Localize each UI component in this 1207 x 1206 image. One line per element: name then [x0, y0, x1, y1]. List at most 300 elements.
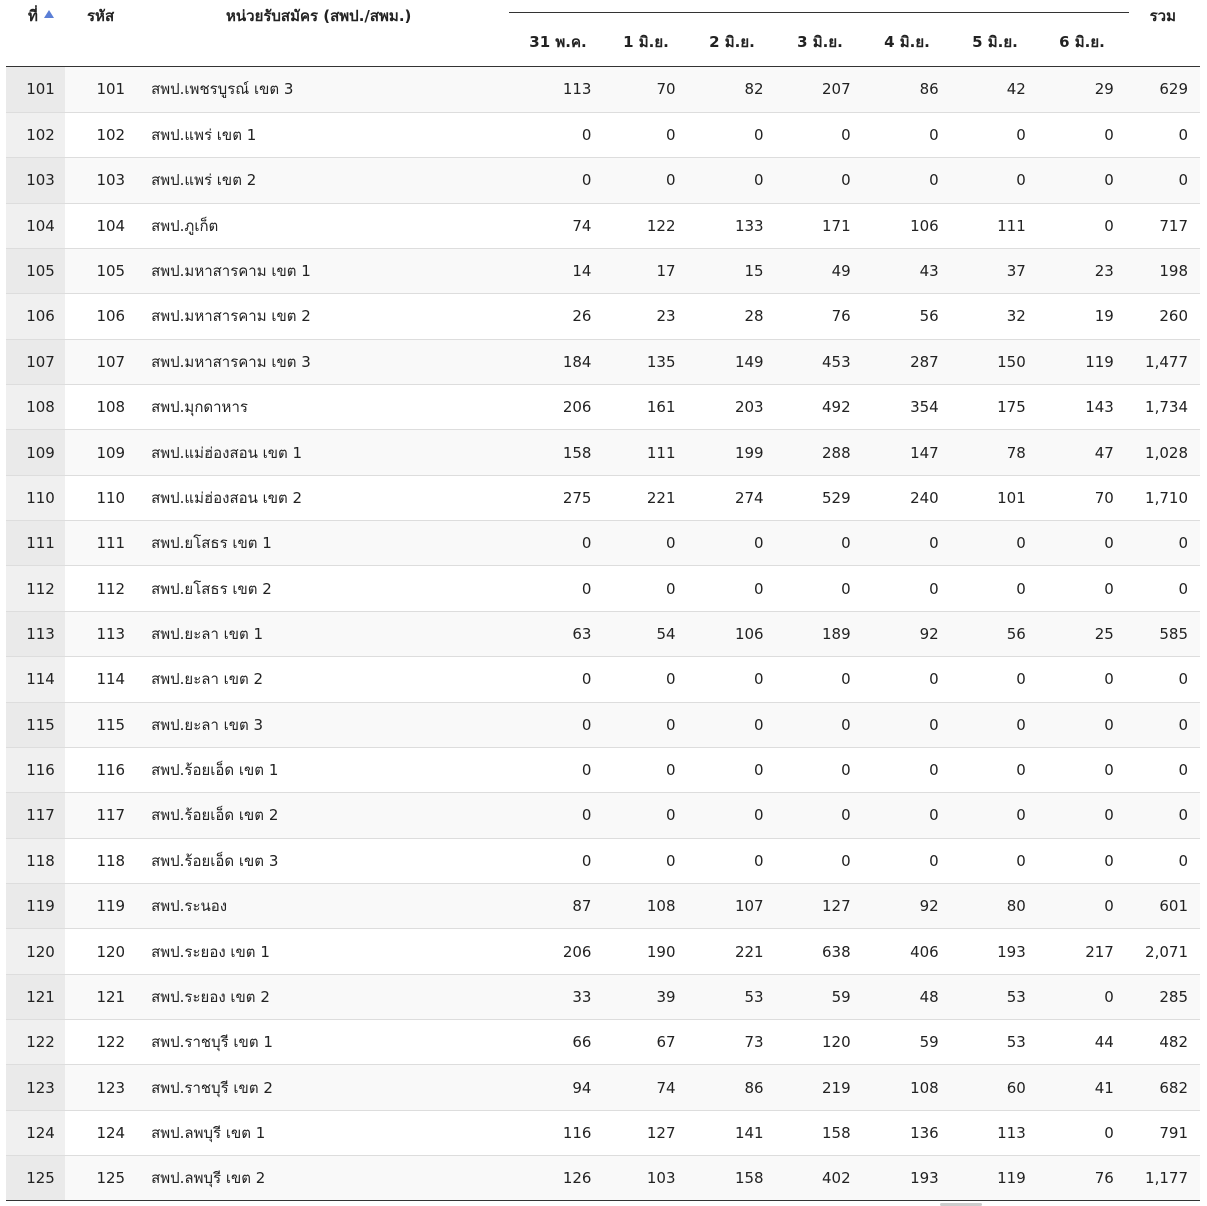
- unit-name-cell: สพป.ระยอง เขต 2: [151, 987, 270, 1006]
- daily-count-cell: 122: [646, 216, 676, 235]
- daily-count-cell: 107: [734, 897, 764, 916]
- daily-count-cell: 56: [1006, 624, 1026, 643]
- unit-code-cell: 118: [96, 851, 126, 870]
- daily-count-cell: 0: [1104, 761, 1114, 780]
- daily-count-cell: 184: [562, 352, 592, 371]
- daily-count-cell: 59: [831, 987, 851, 1006]
- unit-code-cell: 108: [96, 398, 126, 417]
- daily-count-cell: 0: [581, 171, 592, 190]
- daily-count-cell: 0: [1016, 806, 1026, 825]
- row-number-cell: 118: [6, 838, 65, 883]
- daily-count-cell: 0: [665, 534, 676, 553]
- row-number-cell: 114: [6, 657, 65, 702]
- daily-count-cell: 111: [997, 216, 1026, 235]
- unit-code-cell: 119: [96, 897, 126, 916]
- daily-count-cell: 175: [997, 398, 1026, 417]
- total-count-cell: 682: [1159, 1078, 1188, 1097]
- row-number-cell: 122: [6, 1020, 65, 1065]
- daily-count-cell: 207: [822, 80, 851, 99]
- total-count-cell: 285: [1159, 987, 1188, 1006]
- daily-count-cell: 76: [1094, 1169, 1114, 1188]
- daily-count-cell: 136: [910, 1123, 939, 1142]
- daily-count-cell: 0: [581, 126, 592, 145]
- total-count-cell: 260: [1159, 307, 1188, 326]
- daily-count-cell: 0: [841, 126, 851, 145]
- daily-count-cell: 0: [754, 579, 764, 598]
- daily-count-cell: 0: [754, 851, 764, 870]
- row-number-cell: 108: [6, 385, 65, 430]
- total-count-cell: 1,177: [1145, 1169, 1188, 1188]
- daily-count-cell: 453: [822, 352, 851, 371]
- total-count-cell: 0: [1178, 670, 1188, 689]
- daily-count-cell: 0: [929, 851, 939, 870]
- daily-count-cell: 0: [1104, 1123, 1114, 1142]
- row-number-cell: 112: [6, 566, 65, 611]
- total-count-cell: 717: [1159, 216, 1188, 235]
- daily-count-cell: 127: [646, 1123, 676, 1142]
- daily-count-cell: 158: [734, 1169, 764, 1188]
- daily-count-cell: 135: [646, 352, 676, 371]
- daily-count-cell: 190: [646, 942, 676, 961]
- daily-count-cell: 0: [929, 670, 939, 689]
- daily-count-cell: 0: [1016, 761, 1026, 780]
- daily-count-cell: 0: [1016, 715, 1026, 734]
- unit-name-cell: สพป.ลพบุรี เขต 2: [151, 1169, 266, 1188]
- daily-count-cell: 33: [572, 987, 592, 1006]
- unit-name-cell: สพป.ลพบุรี เขต 1: [151, 1123, 266, 1142]
- total-count-cell: 0: [1178, 126, 1188, 145]
- daily-count-cell: 206: [562, 398, 592, 417]
- daily-count-cell: 116: [562, 1123, 592, 1142]
- daily-count-cell: 0: [754, 126, 764, 145]
- column-header-unit[interactable]: หน่วยรับสมัคร (สพป./สพม.): [226, 7, 412, 25]
- column-header-date[interactable]: 4 มิ.ย.: [884, 33, 930, 51]
- row-number-cell: 120: [6, 929, 65, 974]
- unit-code-cell: 120: [96, 942, 126, 961]
- daily-count-cell: 0: [581, 851, 592, 870]
- unit-code-cell: 125: [96, 1169, 126, 1188]
- daily-count-cell: 133: [734, 216, 764, 235]
- unit-name-cell: สพป.แพร่ เขต 1: [151, 126, 257, 145]
- daily-count-cell: 0: [1016, 171, 1026, 190]
- unit-name-cell: สพป.ยโสธร เขต 2: [151, 579, 272, 598]
- daily-count-cell: 274: [734, 488, 764, 507]
- unit-name-cell: สพป.แพร่ เขต 2: [151, 171, 257, 190]
- daily-count-cell: 28: [744, 307, 764, 326]
- daily-count-cell: 54: [656, 624, 676, 643]
- daily-count-cell: 0: [665, 579, 676, 598]
- table-row: [6, 566, 1200, 611]
- unit-code-cell: 123: [96, 1078, 126, 1097]
- daily-count-cell: 82: [744, 80, 764, 99]
- column-header-date[interactable]: 2 มิ.ย.: [709, 33, 755, 51]
- daily-count-cell: 161: [646, 398, 676, 417]
- daily-count-cell: 0: [665, 715, 676, 734]
- daily-count-cell: 199: [734, 443, 764, 462]
- unit-name-cell: สพป.ยะลา เขต 2: [151, 670, 264, 689]
- daily-count-cell: 0: [1104, 126, 1114, 145]
- daily-count-cell: 39: [656, 987, 676, 1006]
- unit-name-cell: สพป.มหาสารคาม เขต 3: [151, 352, 311, 371]
- unit-code-cell: 112: [96, 579, 126, 598]
- total-count-cell: 0: [1178, 851, 1188, 870]
- daily-count-cell: 158: [562, 443, 592, 462]
- daily-count-cell: 0: [841, 670, 851, 689]
- daily-count-cell: 108: [646, 897, 676, 916]
- daily-count-cell: 43: [919, 262, 939, 281]
- daily-count-cell: 0: [1104, 806, 1114, 825]
- row-number-cell: 115: [6, 702, 65, 747]
- daily-count-cell: 47: [1094, 443, 1114, 462]
- daily-count-cell: 0: [1104, 851, 1114, 870]
- daily-count-cell: 193: [910, 1169, 939, 1188]
- daily-count-cell: 60: [1006, 1078, 1026, 1097]
- total-count-cell: 791: [1159, 1123, 1188, 1142]
- row-number-cell: 121: [6, 974, 65, 1019]
- daily-count-cell: 48: [919, 987, 939, 1006]
- daily-count-cell: 288: [822, 443, 851, 462]
- row-number-cell: 116: [6, 747, 65, 792]
- table-row: [6, 1020, 1200, 1065]
- table-header: [6, 0, 1200, 67]
- daily-count-cell: 0: [665, 806, 676, 825]
- daily-count-cell: 74: [572, 216, 592, 235]
- daily-count-cell: 221: [734, 942, 764, 961]
- total-count-cell: 482: [1159, 1033, 1188, 1052]
- daily-count-cell: 0: [665, 851, 676, 870]
- total-count-cell: 1,734: [1145, 398, 1188, 417]
- daily-count-cell: 37: [1006, 262, 1026, 281]
- daily-count-cell: 0: [754, 761, 764, 780]
- daily-count-cell: 86: [919, 80, 939, 99]
- daily-count-cell: 53: [1006, 1033, 1026, 1052]
- registration-table: [6, 67, 1200, 1201]
- daily-count-cell: 0: [1016, 534, 1026, 553]
- total-count-cell: 0: [1178, 806, 1188, 825]
- daily-count-cell: 94: [572, 1078, 592, 1097]
- daily-count-cell: 0: [1104, 670, 1114, 689]
- daily-count-cell: 119: [1085, 352, 1114, 371]
- daily-count-cell: 17: [656, 262, 676, 281]
- daily-count-cell: 23: [1094, 262, 1114, 281]
- unit-code-cell: 111: [96, 534, 126, 553]
- total-count-cell: 198: [1159, 262, 1188, 281]
- row-number-cell: 119: [6, 883, 65, 928]
- unit-name-cell: สพป.ระนอง: [151, 897, 228, 916]
- daily-count-cell: 0: [1016, 579, 1026, 598]
- daily-count-cell: 74: [656, 1078, 676, 1097]
- unit-code-cell: 113: [96, 624, 126, 643]
- daily-count-cell: 492: [822, 398, 851, 417]
- daily-count-cell: 126: [562, 1169, 592, 1188]
- daily-count-cell: 49: [831, 262, 851, 281]
- daily-count-cell: 0: [754, 534, 764, 553]
- daily-count-cell: 0: [929, 579, 939, 598]
- total-count-cell: 0: [1178, 715, 1188, 734]
- daily-count-cell: 0: [929, 171, 939, 190]
- table-row: [6, 1065, 1200, 1110]
- unit-name-cell: สพป.ราชบุรี เขต 1: [151, 1033, 273, 1052]
- daily-count-cell: 147: [910, 443, 939, 462]
- daily-count-cell: 0: [1104, 579, 1114, 598]
- daily-count-cell: 120: [822, 1033, 851, 1052]
- daily-count-cell: 32: [1006, 307, 1026, 326]
- unit-code-cell: 106: [96, 307, 126, 326]
- table-row: [6, 67, 1200, 112]
- unit-name-cell: สพป.มหาสารคาม เขต 1: [151, 262, 311, 281]
- sort-ascending-icon[interactable]: [44, 10, 54, 18]
- table-row: [6, 611, 1200, 656]
- daily-count-cell: 73: [744, 1033, 764, 1052]
- daily-count-cell: 63: [572, 624, 592, 643]
- daily-count-cell: 221: [646, 488, 676, 507]
- daily-count-cell: 0: [841, 171, 851, 190]
- row-number-cell: 125: [6, 1156, 65, 1201]
- column-header-date[interactable]: 5 มิ.ย.: [972, 33, 1018, 51]
- column-header-code[interactable]: รหัส: [87, 7, 115, 25]
- table-row: [6, 248, 1200, 293]
- daily-count-cell: 59: [919, 1033, 939, 1052]
- table-row: [6, 339, 1200, 384]
- daily-count-cell: 92: [919, 624, 939, 643]
- daily-count-cell: 15: [744, 262, 764, 281]
- daily-count-cell: 143: [1085, 398, 1114, 417]
- daily-count-cell: 0: [1104, 897, 1114, 916]
- daily-count-cell: 158: [822, 1123, 851, 1142]
- table-row: [6, 203, 1200, 248]
- daily-count-cell: 0: [754, 171, 764, 190]
- table-row: [6, 974, 1200, 1019]
- daily-count-cell: 0: [841, 851, 851, 870]
- unit-code-cell: 124: [96, 1123, 126, 1142]
- daily-count-cell: 0: [581, 534, 592, 553]
- daily-count-cell: 111: [646, 443, 676, 462]
- row-number-cell: 117: [6, 793, 65, 838]
- daily-count-cell: 0: [1104, 534, 1114, 553]
- daily-count-cell: 193: [997, 942, 1026, 961]
- daily-count-cell: 0: [581, 806, 592, 825]
- row-number-cell: 110: [6, 475, 65, 520]
- unit-code-cell: 104: [96, 216, 126, 235]
- row-number-cell: 123: [6, 1065, 65, 1110]
- unit-name-cell: สพป.ยะลา เขต 1: [151, 624, 264, 643]
- total-count-cell: 0: [1178, 579, 1188, 598]
- daily-count-cell: 217: [1085, 942, 1114, 961]
- table-row: [6, 475, 1200, 520]
- daily-count-cell: 0: [929, 761, 939, 780]
- total-count-cell: 0: [1178, 761, 1188, 780]
- daily-count-cell: 113: [997, 1123, 1026, 1142]
- daily-count-cell: 0: [665, 171, 676, 190]
- daily-count-cell: 203: [734, 398, 764, 417]
- daily-count-cell: 0: [929, 534, 939, 553]
- unit-code-cell: 116: [96, 761, 126, 780]
- row-number-cell: 104: [6, 203, 65, 248]
- daily-count-cell: 70: [656, 80, 676, 99]
- unit-name-cell: สพป.ร้อยเอ็ด เขต 2: [151, 806, 279, 825]
- daily-count-cell: 240: [910, 488, 939, 507]
- row-number-cell: 105: [6, 248, 65, 293]
- unit-name-cell: สพป.มหาสารคาม เขต 2: [151, 307, 311, 326]
- unit-code-cell: 110: [96, 488, 126, 507]
- daily-count-cell: 86: [744, 1078, 764, 1097]
- daily-count-cell: 638: [822, 942, 851, 961]
- daily-count-cell: 53: [744, 987, 764, 1006]
- daily-count-cell: 0: [581, 670, 592, 689]
- daily-count-cell: 141: [734, 1123, 764, 1142]
- unit-code-cell: 121: [96, 987, 126, 1006]
- daily-count-cell: 53: [1006, 987, 1026, 1006]
- daily-count-cell: 108: [910, 1078, 939, 1097]
- daily-count-cell: 0: [1104, 171, 1114, 190]
- total-count-cell: 601: [1159, 897, 1188, 916]
- daily-count-cell: 0: [841, 761, 851, 780]
- daily-count-cell: 0: [665, 126, 676, 145]
- unit-code-cell: 103: [96, 171, 126, 190]
- daily-count-cell: 171: [822, 216, 851, 235]
- daily-count-cell: 29: [1094, 80, 1114, 99]
- daily-count-cell: 0: [754, 715, 764, 734]
- registration-table-container: [6, 0, 1200, 1201]
- daily-count-cell: 23: [656, 307, 676, 326]
- table-body: [6, 67, 1200, 1201]
- table-row: [6, 929, 1200, 974]
- unit-code-cell: 114: [96, 670, 126, 689]
- daily-count-cell: 0: [929, 715, 939, 734]
- daily-count-cell: 70: [1094, 488, 1114, 507]
- total-count-cell: 0: [1178, 534, 1188, 553]
- total-count-cell: 1,477: [1145, 352, 1188, 371]
- table-row: [6, 657, 1200, 702]
- daily-count-cell: 14: [572, 262, 592, 281]
- unit-name-cell: สพป.แม่ฮ่องสอน เขต 1: [151, 443, 303, 462]
- daily-count-cell: 0: [754, 670, 764, 689]
- table-row: [6, 883, 1200, 928]
- unit-code-cell: 109: [96, 443, 126, 462]
- row-number-cell: 111: [6, 521, 65, 566]
- daily-count-cell: 402: [822, 1169, 851, 1188]
- table-row: [6, 112, 1200, 157]
- daily-count-cell: 529: [822, 488, 851, 507]
- row-number-cell: 103: [6, 158, 65, 203]
- row-number-cell: 106: [6, 294, 65, 339]
- table-row: [6, 793, 1200, 838]
- daily-count-cell: 354: [910, 398, 939, 417]
- daily-count-cell: 0: [1104, 216, 1114, 235]
- daily-count-cell: 78: [1006, 443, 1026, 462]
- table-row: [6, 702, 1200, 747]
- daily-count-cell: 0: [841, 806, 851, 825]
- daily-count-cell: 0: [581, 579, 592, 598]
- daily-count-cell: 0: [665, 670, 676, 689]
- daily-count-cell: 219: [822, 1078, 851, 1097]
- column-header-date[interactable]: 3 มิ.ย.: [797, 33, 843, 51]
- table-row: [6, 747, 1200, 792]
- unit-code-cell: 122: [96, 1033, 126, 1052]
- daily-count-cell: 0: [1104, 987, 1114, 1006]
- total-count-cell: 2,071: [1145, 942, 1188, 961]
- daily-count-cell: 87: [572, 897, 592, 916]
- daily-count-cell: 56: [919, 307, 939, 326]
- unit-name-cell: สพป.มุกดาหาร: [151, 398, 248, 417]
- daily-count-cell: 406: [910, 942, 939, 961]
- unit-code-cell: 117: [96, 806, 126, 825]
- unit-name-cell: สพป.ร้อยเอ็ด เขต 1: [151, 761, 279, 780]
- daily-count-cell: 41: [1094, 1078, 1114, 1097]
- row-number-cell: 102: [6, 112, 65, 157]
- unit-code-cell: 107: [96, 352, 126, 371]
- daily-count-cell: 26: [572, 307, 592, 326]
- daily-count-cell: 0: [581, 715, 592, 734]
- total-count-cell: 1,028: [1145, 443, 1188, 462]
- daily-count-cell: 25: [1094, 624, 1114, 643]
- daily-count-cell: 67: [656, 1033, 676, 1052]
- daily-count-cell: 0: [1016, 851, 1026, 870]
- table-row: [6, 521, 1200, 566]
- total-count-cell: 0: [1178, 171, 1188, 190]
- unit-code-cell: 101: [96, 80, 126, 99]
- table-row: [6, 385, 1200, 430]
- unit-name-cell: สพป.ราชบุรี เขต 2: [151, 1078, 273, 1097]
- column-header-no-label: ที่: [28, 7, 38, 25]
- column-header-date[interactable]: 31 พ.ค.: [529, 33, 587, 51]
- table-row: [6, 430, 1200, 475]
- row-number-cell: 101: [6, 67, 65, 112]
- unit-name-cell: สพป.เพชรบูรณ์ เขต 3: [151, 80, 294, 99]
- unit-code-cell: 102: [96, 126, 126, 145]
- unit-code-cell: 115: [96, 715, 126, 734]
- total-count-cell: 1,710: [1145, 488, 1188, 507]
- daily-count-cell: 44: [1094, 1033, 1114, 1052]
- daily-count-cell: 149: [734, 352, 764, 371]
- unit-code-cell: 105: [96, 262, 126, 281]
- daily-count-cell: 103: [646, 1169, 676, 1188]
- daily-count-cell: 0: [841, 534, 851, 553]
- column-header-no[interactable]: [28, 4, 54, 28]
- daily-count-cell: 92: [919, 897, 939, 916]
- table-row: [6, 1110, 1200, 1155]
- daily-count-cell: 206: [562, 942, 592, 961]
- daily-count-cell: 106: [734, 624, 764, 643]
- daily-count-cell: 76: [831, 307, 851, 326]
- daily-count-cell: 0: [1016, 126, 1026, 145]
- column-header-date[interactable]: 6 มิ.ย.: [1059, 33, 1105, 51]
- row-number-cell: 109: [6, 430, 65, 475]
- daily-count-cell: 0: [665, 761, 676, 780]
- unit-name-cell: สพป.ยโสธร เขต 1: [151, 534, 272, 553]
- daily-count-cell: 80: [1006, 897, 1026, 916]
- daily-count-cell: 275: [562, 488, 592, 507]
- column-header-date[interactable]: 1 มิ.ย.: [623, 33, 669, 51]
- table-row: [6, 158, 1200, 203]
- unit-name-cell: สพป.ร้อยเอ็ด เขต 3: [151, 851, 279, 870]
- total-count-cell: 585: [1159, 624, 1188, 643]
- daily-count-cell: 101: [997, 488, 1026, 507]
- table-row: [6, 838, 1200, 883]
- column-header-total[interactable]: รวม: [1149, 7, 1176, 25]
- table-row: [6, 294, 1200, 339]
- daily-count-cell: 127: [822, 897, 851, 916]
- daily-count-cell: 19: [1094, 307, 1114, 326]
- date-group-divider: [509, 12, 1129, 13]
- table-row: [6, 1156, 1200, 1201]
- row-number-cell: 107: [6, 339, 65, 384]
- daily-count-cell: 0: [1016, 670, 1026, 689]
- daily-count-cell: 66: [572, 1033, 592, 1052]
- daily-count-cell: 0: [841, 715, 851, 734]
- daily-count-cell: 119: [997, 1169, 1026, 1188]
- daily-count-cell: 0: [754, 806, 764, 825]
